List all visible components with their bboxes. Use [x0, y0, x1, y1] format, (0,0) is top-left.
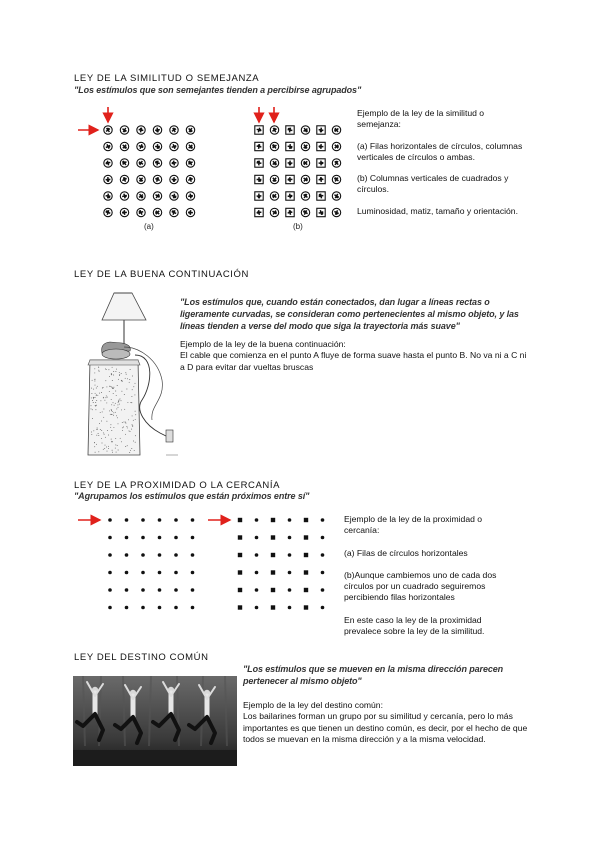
dot [321, 606, 325, 610]
dot [288, 588, 292, 592]
dot [125, 536, 129, 540]
destino-text [243, 700, 533, 745]
dot [108, 588, 112, 592]
square-dot [271, 535, 275, 539]
continuacion-title: LEY DE LA BUENA CONTINUACIÓN [74, 269, 250, 280]
square-dot [238, 605, 242, 609]
dot [141, 518, 145, 522]
lamp-illustration [80, 285, 180, 460]
dot [255, 553, 259, 557]
dot [108, 571, 112, 575]
square-dot [238, 518, 242, 522]
similitud-line-4: Luminosidad, matiz, tamaño y orientación. [357, 205, 518, 216]
dot [158, 553, 162, 557]
dot [288, 518, 292, 522]
destino-quote: "Los estímulos que se mueven en la misma dirección parecen pertenecer al mismo objeto" [243, 664, 504, 686]
dot [321, 571, 325, 575]
dot [288, 536, 292, 540]
destino-line-2: Los bailarines forman un grupo por su similitud y cercanía, pero lo más importantes es que tienen un destino común, es decir, por el hecho de que todos se muevan en la misma dirección y a la misma velocidad. [243, 711, 528, 744]
dot [288, 571, 292, 575]
square-dot [271, 553, 275, 557]
dot [125, 553, 129, 557]
destino-line-1: Ejemplo de la ley del destino común: [243, 700, 383, 710]
continuacion-quote: "Los estímulos que, cuando están conectados, dan lugar a líneas rectas o ligeramente curvadas, se consideran como pertenecientes al mismo objeto, y las líneas tienden a verse del modo que siga la trayectoria más suave" [180, 297, 519, 331]
square-dot [238, 570, 242, 574]
dot [141, 606, 145, 610]
dot [125, 518, 129, 522]
dot [108, 536, 112, 540]
dot [125, 606, 129, 610]
dot [158, 571, 162, 575]
dot-rows-a [108, 518, 194, 609]
square-dot [271, 518, 275, 522]
dot [141, 536, 145, 540]
continuacion-line-2: El cable que comienza en el punto A fluye de forma suave hasta el punto B. No va ni a C ni a D para evitar dar vueltas bruscas [180, 350, 527, 372]
square-dot [304, 570, 308, 574]
square-dot [304, 553, 308, 557]
dot [191, 536, 195, 540]
dot [158, 536, 162, 540]
dot [125, 588, 129, 592]
dot [174, 518, 178, 522]
square-dot [271, 588, 275, 592]
proximidad-line-3: (b)Aunque cambiemos uno de cada dos círculos por un cuadrado seguiremos percibiendo filas horizontales [344, 569, 497, 603]
proximidad-line-1: Ejemplo de la ley de la proximidad o cercanía: [344, 514, 483, 536]
continuacion-line-1: Ejemplo de la ley de la buena continuación: [180, 339, 346, 349]
dot [125, 571, 129, 575]
dot [108, 606, 112, 610]
similitud-title: LEY DE LA SIMILITUD O SEMEJANZA [74, 73, 260, 84]
dot [321, 553, 325, 557]
dot [191, 588, 195, 592]
proximidad-line-2: (a) Filas de círculos horizontales [344, 547, 468, 558]
dot [288, 606, 292, 610]
similitud-quote: "Los estímulos que son semejantes tienden a percibirse agrupados" [74, 85, 362, 95]
dot [288, 553, 292, 557]
dot [108, 553, 112, 557]
dot [255, 518, 259, 522]
dot [141, 588, 145, 592]
pattern-grid-b [255, 126, 341, 217]
similitud-line-3: (b) Columnas verticales de cuadrados y círculos. [357, 173, 509, 195]
proximidad-line-4: En este caso la ley de la proximidad prevalece sobre la ley de la similitud. [344, 614, 485, 637]
proximidad-title: LEY DE LA PROXIMIDAD O LA CERCANÍA [74, 480, 281, 491]
dot [108, 518, 112, 522]
dot [255, 571, 259, 575]
similitud-text [357, 108, 527, 217]
continuacion-text [180, 339, 530, 373]
square-dot [271, 605, 275, 609]
square-dot [238, 535, 242, 539]
similitud-line-2: (a) Filas horizontales de círculos, columnas verticales de círculos o ambas. [357, 140, 523, 162]
figure-label-b: (b) [293, 222, 303, 231]
dot-rows-b [238, 518, 324, 610]
square-dot [304, 535, 308, 539]
dancers-photo [73, 676, 237, 766]
square-dot [304, 518, 308, 522]
dot [255, 588, 259, 592]
dot [141, 553, 145, 557]
proximidad-figure [74, 508, 344, 618]
destino-title: LEY DEL DESTINO COMÚN [74, 652, 209, 663]
figure-label-a: (a) [144, 222, 154, 231]
dot [141, 571, 145, 575]
square-dot [238, 553, 242, 557]
dot [321, 536, 325, 540]
dot [321, 588, 325, 592]
dot [191, 571, 195, 575]
square-dot [238, 588, 242, 592]
square-dot [271, 570, 275, 574]
dot [255, 536, 259, 540]
dot [158, 588, 162, 592]
dot [158, 518, 162, 522]
pattern-grid-a [104, 126, 195, 217]
dot [174, 571, 178, 575]
dot [174, 553, 178, 557]
dot [174, 536, 178, 540]
proximidad-quote: "Agrupamos los estímulos que están próximos entre sí" [74, 491, 310, 501]
similitud-figure [74, 105, 354, 235]
dot [191, 518, 195, 522]
dot [321, 518, 325, 522]
dot [174, 606, 178, 610]
square-dot [304, 588, 308, 592]
similitud-line-1: Ejemplo de la ley de la similitud o semejanza: [357, 108, 485, 130]
dot [174, 588, 178, 592]
proximidad-text [344, 514, 519, 637]
dot [191, 606, 195, 610]
square-dot [304, 605, 308, 609]
dot [158, 606, 162, 610]
dot [255, 606, 259, 610]
dot [191, 553, 195, 557]
